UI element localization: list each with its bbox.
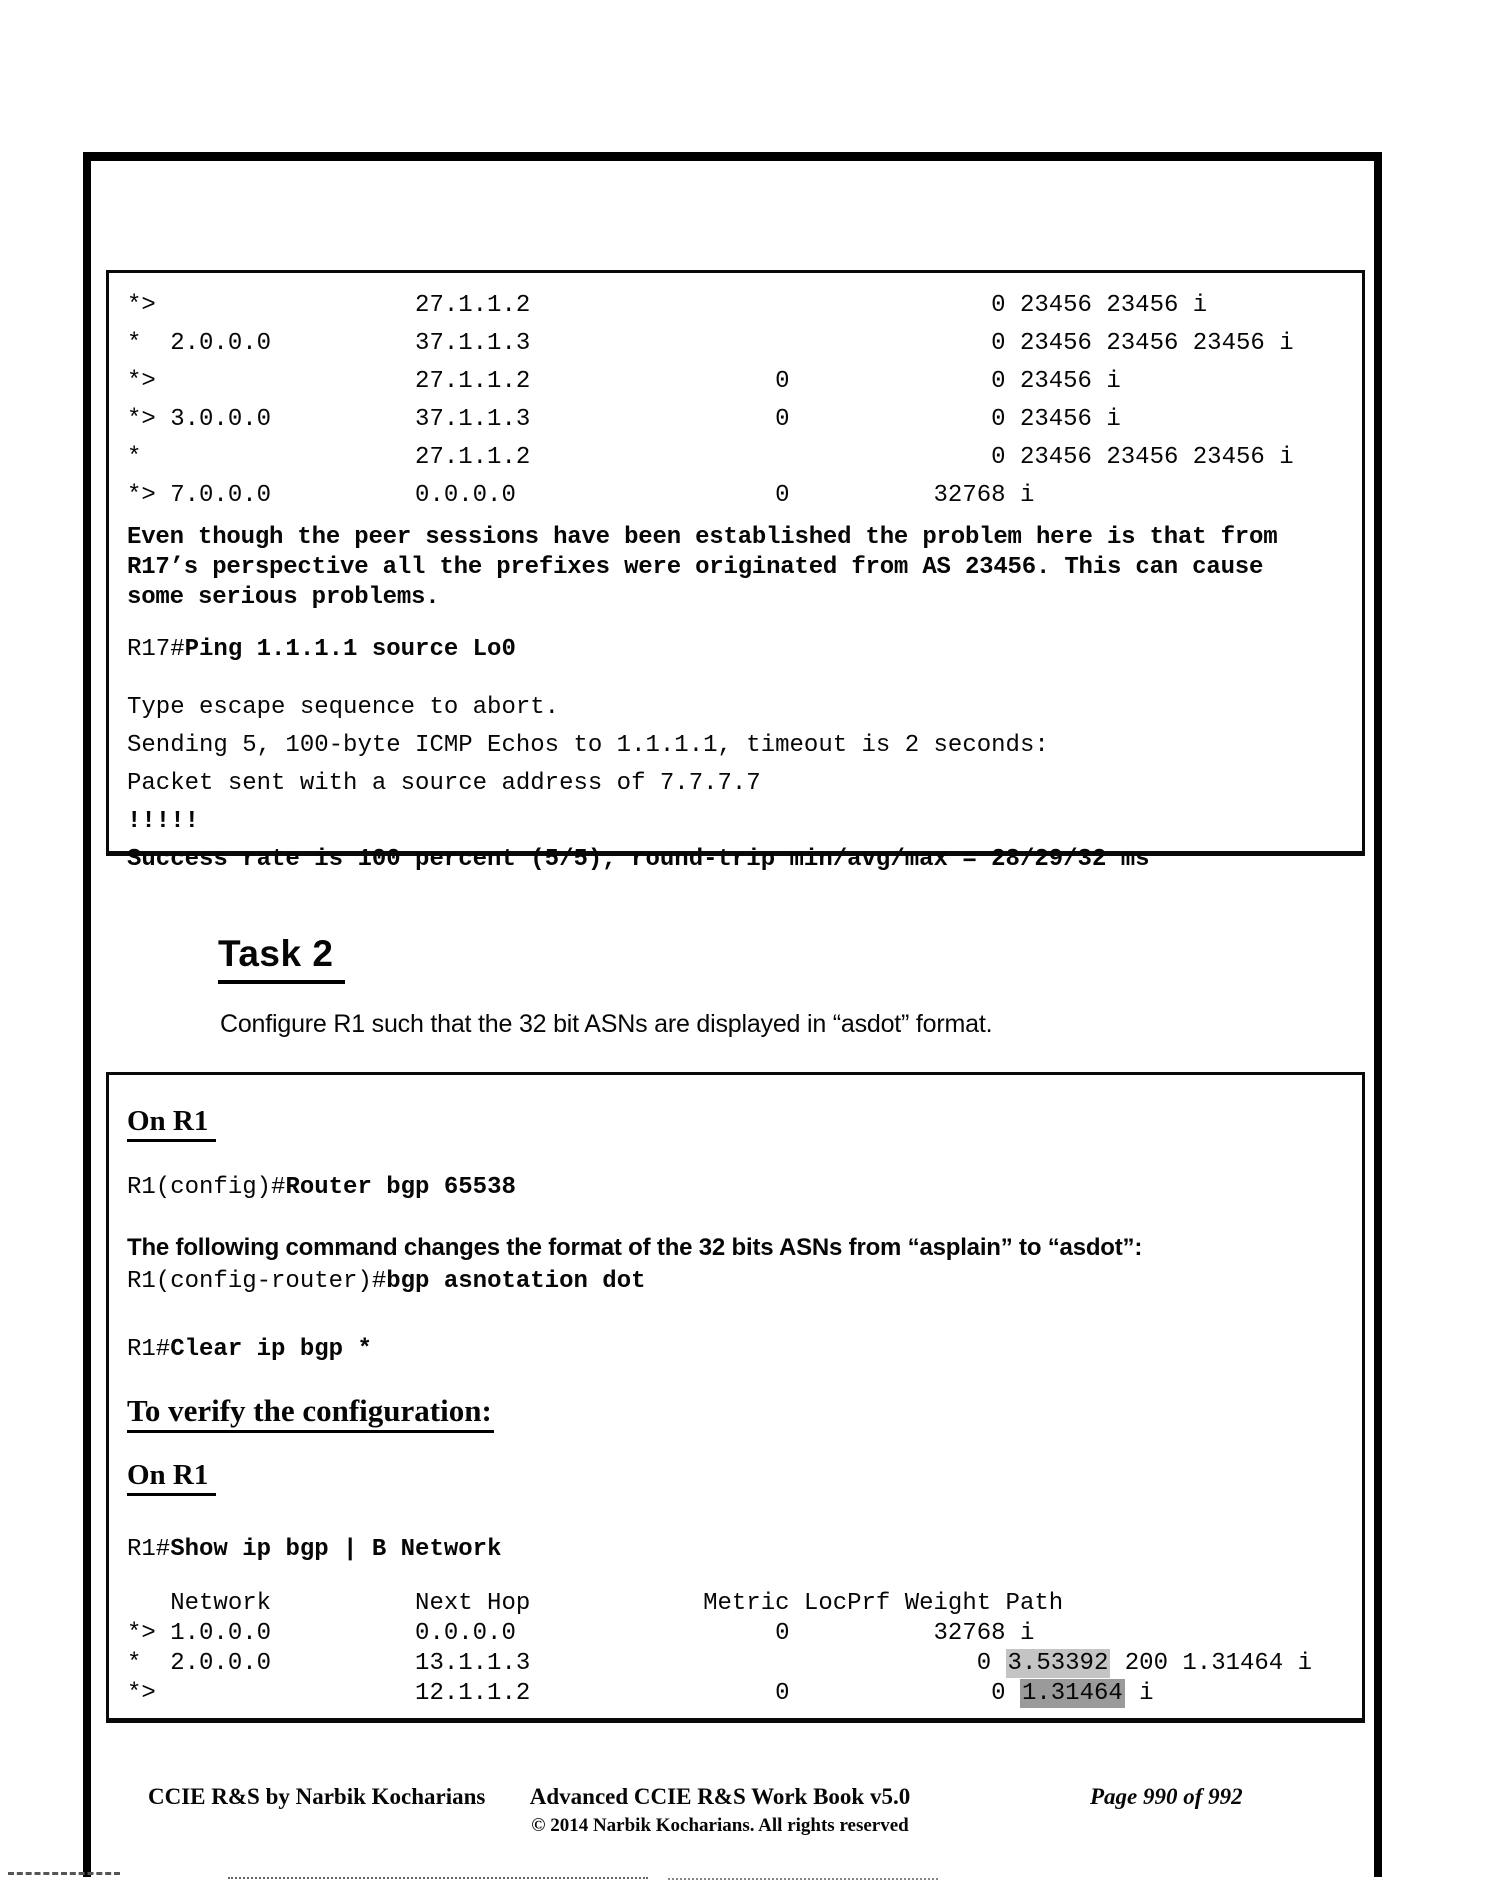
bgp-route-row: *> 3.0.0.0 37.1.1.3 0 0 23456 i bbox=[127, 406, 1121, 433]
cli-command-text: Show ip bgp | B Network bbox=[170, 1536, 502, 1563]
task-description: Configure R1 such that the 32 bit ASNs are displayed in “asdot” format. bbox=[220, 1010, 993, 1038]
cli-command-text: bgp asnotation dot bbox=[386, 1268, 646, 1295]
bgp-table-header: Network Next Hop Metric LocPrf Weight Path bbox=[127, 1590, 1064, 1617]
ping-output-line: Packet sent with a source address of 7.7.7.7 bbox=[127, 770, 761, 797]
cli-command-ping bbox=[127, 631, 1354, 669]
scan-artifact bbox=[228, 1877, 648, 1879]
cli-command-text: Router bgp 65538 bbox=[285, 1174, 516, 1201]
scan-artifact bbox=[668, 1878, 938, 1880]
bgp-route-row: *> 27.1.1.2 0 23456 23456 i bbox=[127, 292, 1208, 319]
verify-configuration-heading: To verify the configuration: bbox=[127, 1391, 1354, 1431]
config-verification-box-r1 bbox=[106, 1072, 1365, 1723]
cli-command-text: Ping 1.1.1.1 source Lo0 bbox=[184, 636, 516, 663]
ping-success-bangs: !!!!! bbox=[127, 808, 200, 835]
cli-command-asnotation bbox=[127, 1263, 1354, 1301]
bgp-table-asdot bbox=[127, 1589, 1354, 1709]
bgp-route-row: *> 7.0.0.0 0.0.0.0 0 32768 i bbox=[127, 482, 1035, 509]
highlighted-asdot-value: 1.31464 bbox=[1021, 1680, 1123, 1707]
footer-book-title bbox=[500, 1784, 940, 1837]
bgp-route-row: * 2.0.0.0 37.1.1.3 0 23456 23456 23456 i bbox=[127, 330, 1294, 357]
task-heading: Task 2 bbox=[218, 933, 345, 984]
cli-prompt: R17# bbox=[127, 636, 185, 663]
cli-command-text: Clear ip bgp * bbox=[170, 1336, 372, 1363]
ping-output-line: Type escape sequence to abort. bbox=[127, 694, 560, 721]
ping-success-rate: Success rate is 100 percent (5/5), round-trip min/avg/max = 28/29/32 ms bbox=[127, 846, 1150, 873]
cli-command-clear-bgp bbox=[127, 1331, 1354, 1369]
cli-prompt: R1(config)# bbox=[127, 1174, 286, 1201]
explanation-paragraph: The following command changes the format of the 32 bits ASNs from “asplain” to “asdot”: bbox=[127, 1234, 1143, 1261]
scan-artifact bbox=[8, 1872, 120, 1875]
cli-prompt: R1# bbox=[127, 1536, 171, 1563]
cli-prompt: R1# bbox=[127, 1336, 171, 1363]
ping-output bbox=[127, 689, 1354, 879]
footer-copyright: © 2014 Narbik Kocharians. All rights reserved bbox=[531, 1815, 909, 1836]
bgp-route-row: * 2.0.0.0 13.1.1.3 0 3.53392 200 1.31464 i bbox=[127, 1650, 1313, 1677]
footer-book-title-line: Advanced CCIE R&S Work Book v5.0 bbox=[529, 1784, 911, 1809]
bgp-route-row: *> 12.1.1.2 0 0 1.31464 i bbox=[127, 1680, 1154, 1707]
bgp-route-row: *> 27.1.1.2 0 0 23456 i bbox=[127, 368, 1121, 395]
cli-prompt: R1(config-router)# bbox=[127, 1268, 387, 1295]
ping-output-line: Sending 5, 100-byte ICMP Echos to 1.1.1.1, timeout is 2 seconds: bbox=[127, 732, 1049, 759]
on-r1-heading: On R1 bbox=[127, 1457, 1354, 1493]
cli-command-show-bgp bbox=[127, 1531, 1354, 1569]
cli-command-router-bgp bbox=[127, 1169, 1354, 1207]
bgp-route-row: * 27.1.1.2 0 23456 23456 23456 i bbox=[127, 444, 1294, 471]
terminal-output-box-bgp-r17 bbox=[106, 270, 1365, 873]
bgp-route-row: *> 1.0.0.0 0.0.0.0 0 32768 i bbox=[127, 1620, 1035, 1647]
explanation-paragraph: Even though the peer sessions have been established the problem here is that from R17’s perspective all the prefixes were originated from AS 23456. This can cause some serious problems. bbox=[127, 524, 1278, 611]
footer-author: CCIE R&S by Narbik Kocharians bbox=[148, 1784, 486, 1809]
footer-page-number: Page 990 of 992 bbox=[1090, 1784, 1243, 1809]
bgp-table-continuation bbox=[127, 287, 1354, 515]
on-r1-heading: On R1 bbox=[127, 1103, 1354, 1139]
highlighted-asdot-value: 3.53392 bbox=[1007, 1650, 1109, 1677]
